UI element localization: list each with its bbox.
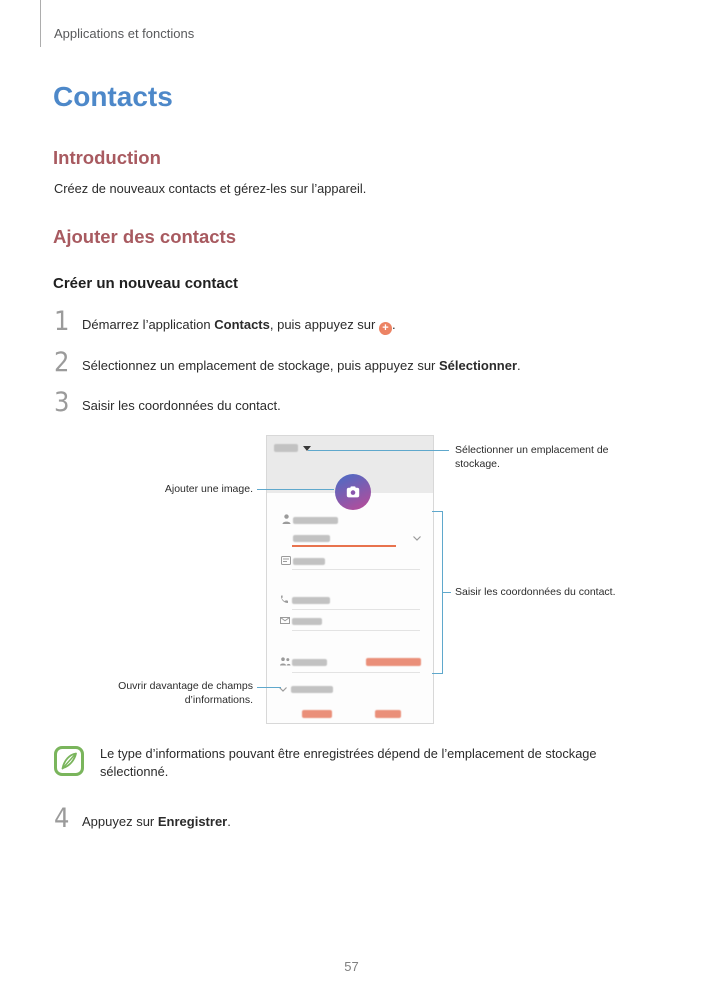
add-photo-button: [335, 474, 371, 510]
groups-icon: [279, 657, 291, 666]
bracket-bottom-tick: [432, 673, 442, 674]
field-underline: [292, 609, 420, 610]
groups-field-redacted: [292, 659, 327, 666]
step-2-text: [82, 358, 521, 373]
step-2-post: .: [517, 358, 521, 373]
bracket-middle-tick: [442, 592, 451, 593]
header-divider: [40, 0, 41, 47]
add-contact-icon: +: [379, 322, 392, 335]
callout-more-fields-line2: d’informations.: [184, 693, 253, 706]
name-suffix-icon: [281, 556, 291, 565]
step-1-post: .: [391, 317, 396, 332]
section-introduction: Introduction: [53, 147, 161, 168]
step-2: [0, 347, 660, 381]
phone-screenshot: [266, 435, 434, 724]
step-3-text: [82, 398, 281, 413]
step-3-pre: Saisir les coordonnées du contact.: [82, 398, 281, 413]
step-4: [0, 803, 660, 837]
groups-value-redacted: [366, 658, 421, 666]
save-button-redacted: [375, 710, 401, 718]
callout-line-more-fields: [257, 687, 281, 688]
step-4-bold: Enregistrer: [157, 814, 228, 829]
callout-more-fields: [63, 680, 253, 707]
callout-line-add-image: [257, 489, 334, 490]
subsection-create-contact: Créer un nouveau contact: [53, 275, 239, 292]
suffix-field-redacted: [293, 558, 325, 565]
bracket-top-tick: [432, 511, 442, 512]
callout-details: Saisir les coordonnées du contact.: [455, 586, 616, 598]
page-number: 57: [344, 959, 359, 974]
email-icon: [280, 617, 290, 624]
figure-new-contact-screen: [0, 432, 703, 734]
step-3-number: 3: [54, 387, 70, 418]
focused-field-underline: [292, 545, 396, 547]
page-title: Contacts: [53, 81, 173, 112]
field-underline: [292, 630, 420, 631]
section-add-contacts: Ajouter des contacts: [53, 226, 236, 247]
cancel-button-redacted: [302, 710, 332, 718]
step-2-number: 2: [54, 347, 70, 378]
storage-selector-redacted: [274, 444, 298, 452]
step-3: [0, 387, 660, 421]
step-1-pre: Démarrez l’application: [82, 317, 215, 332]
person-icon: [282, 514, 291, 524]
callout-storage: Sélectionner un emplacement de stockage.: [455, 444, 609, 470]
field-chevron-icon: [413, 536, 421, 541]
step-2-bold: Sélectionner: [439, 358, 518, 373]
phone-icon: [280, 595, 289, 604]
step-4-post: .: [227, 814, 231, 829]
callout-more-fields-line1: Ouvrir davantage de champs: [118, 680, 253, 692]
email-field-redacted: [292, 618, 322, 625]
step-1-bold: Contacts: [214, 317, 270, 332]
note-text: Le type d’informations pouvant être enregistrées dépend de l’emplacement de stockage sélectionné.: [100, 746, 597, 779]
step-1-text: [82, 317, 396, 335]
note-icon: [54, 746, 84, 776]
focused-field-redacted: [293, 535, 330, 542]
chapter-header: Applications et fonctions: [54, 26, 195, 41]
step-1: [0, 306, 660, 340]
name-field-redacted: [293, 517, 338, 524]
introduction-body: Créez de nouveaux contacts et gérez-les sur l’appareil.: [54, 181, 367, 196]
show-more-redacted: [291, 686, 333, 693]
callout-line-storage: [308, 450, 449, 451]
field-underline: [292, 672, 420, 673]
step-4-pre: Appuyez sur: [82, 814, 158, 829]
field-underline: [292, 569, 420, 570]
camera-icon: [346, 486, 360, 498]
step-1-mid: , puis appuyez sur: [269, 317, 379, 332]
step-4-number: 4: [54, 803, 70, 834]
phone-field-redacted: [292, 597, 330, 604]
step-2-pre: Sélectionnez un emplacement de stockage, puis appuyez sur: [82, 358, 439, 373]
step-4-text: [82, 814, 231, 829]
step-1-number: 1: [54, 306, 70, 337]
callout-add-image: Ajouter une image.: [164, 483, 253, 495]
